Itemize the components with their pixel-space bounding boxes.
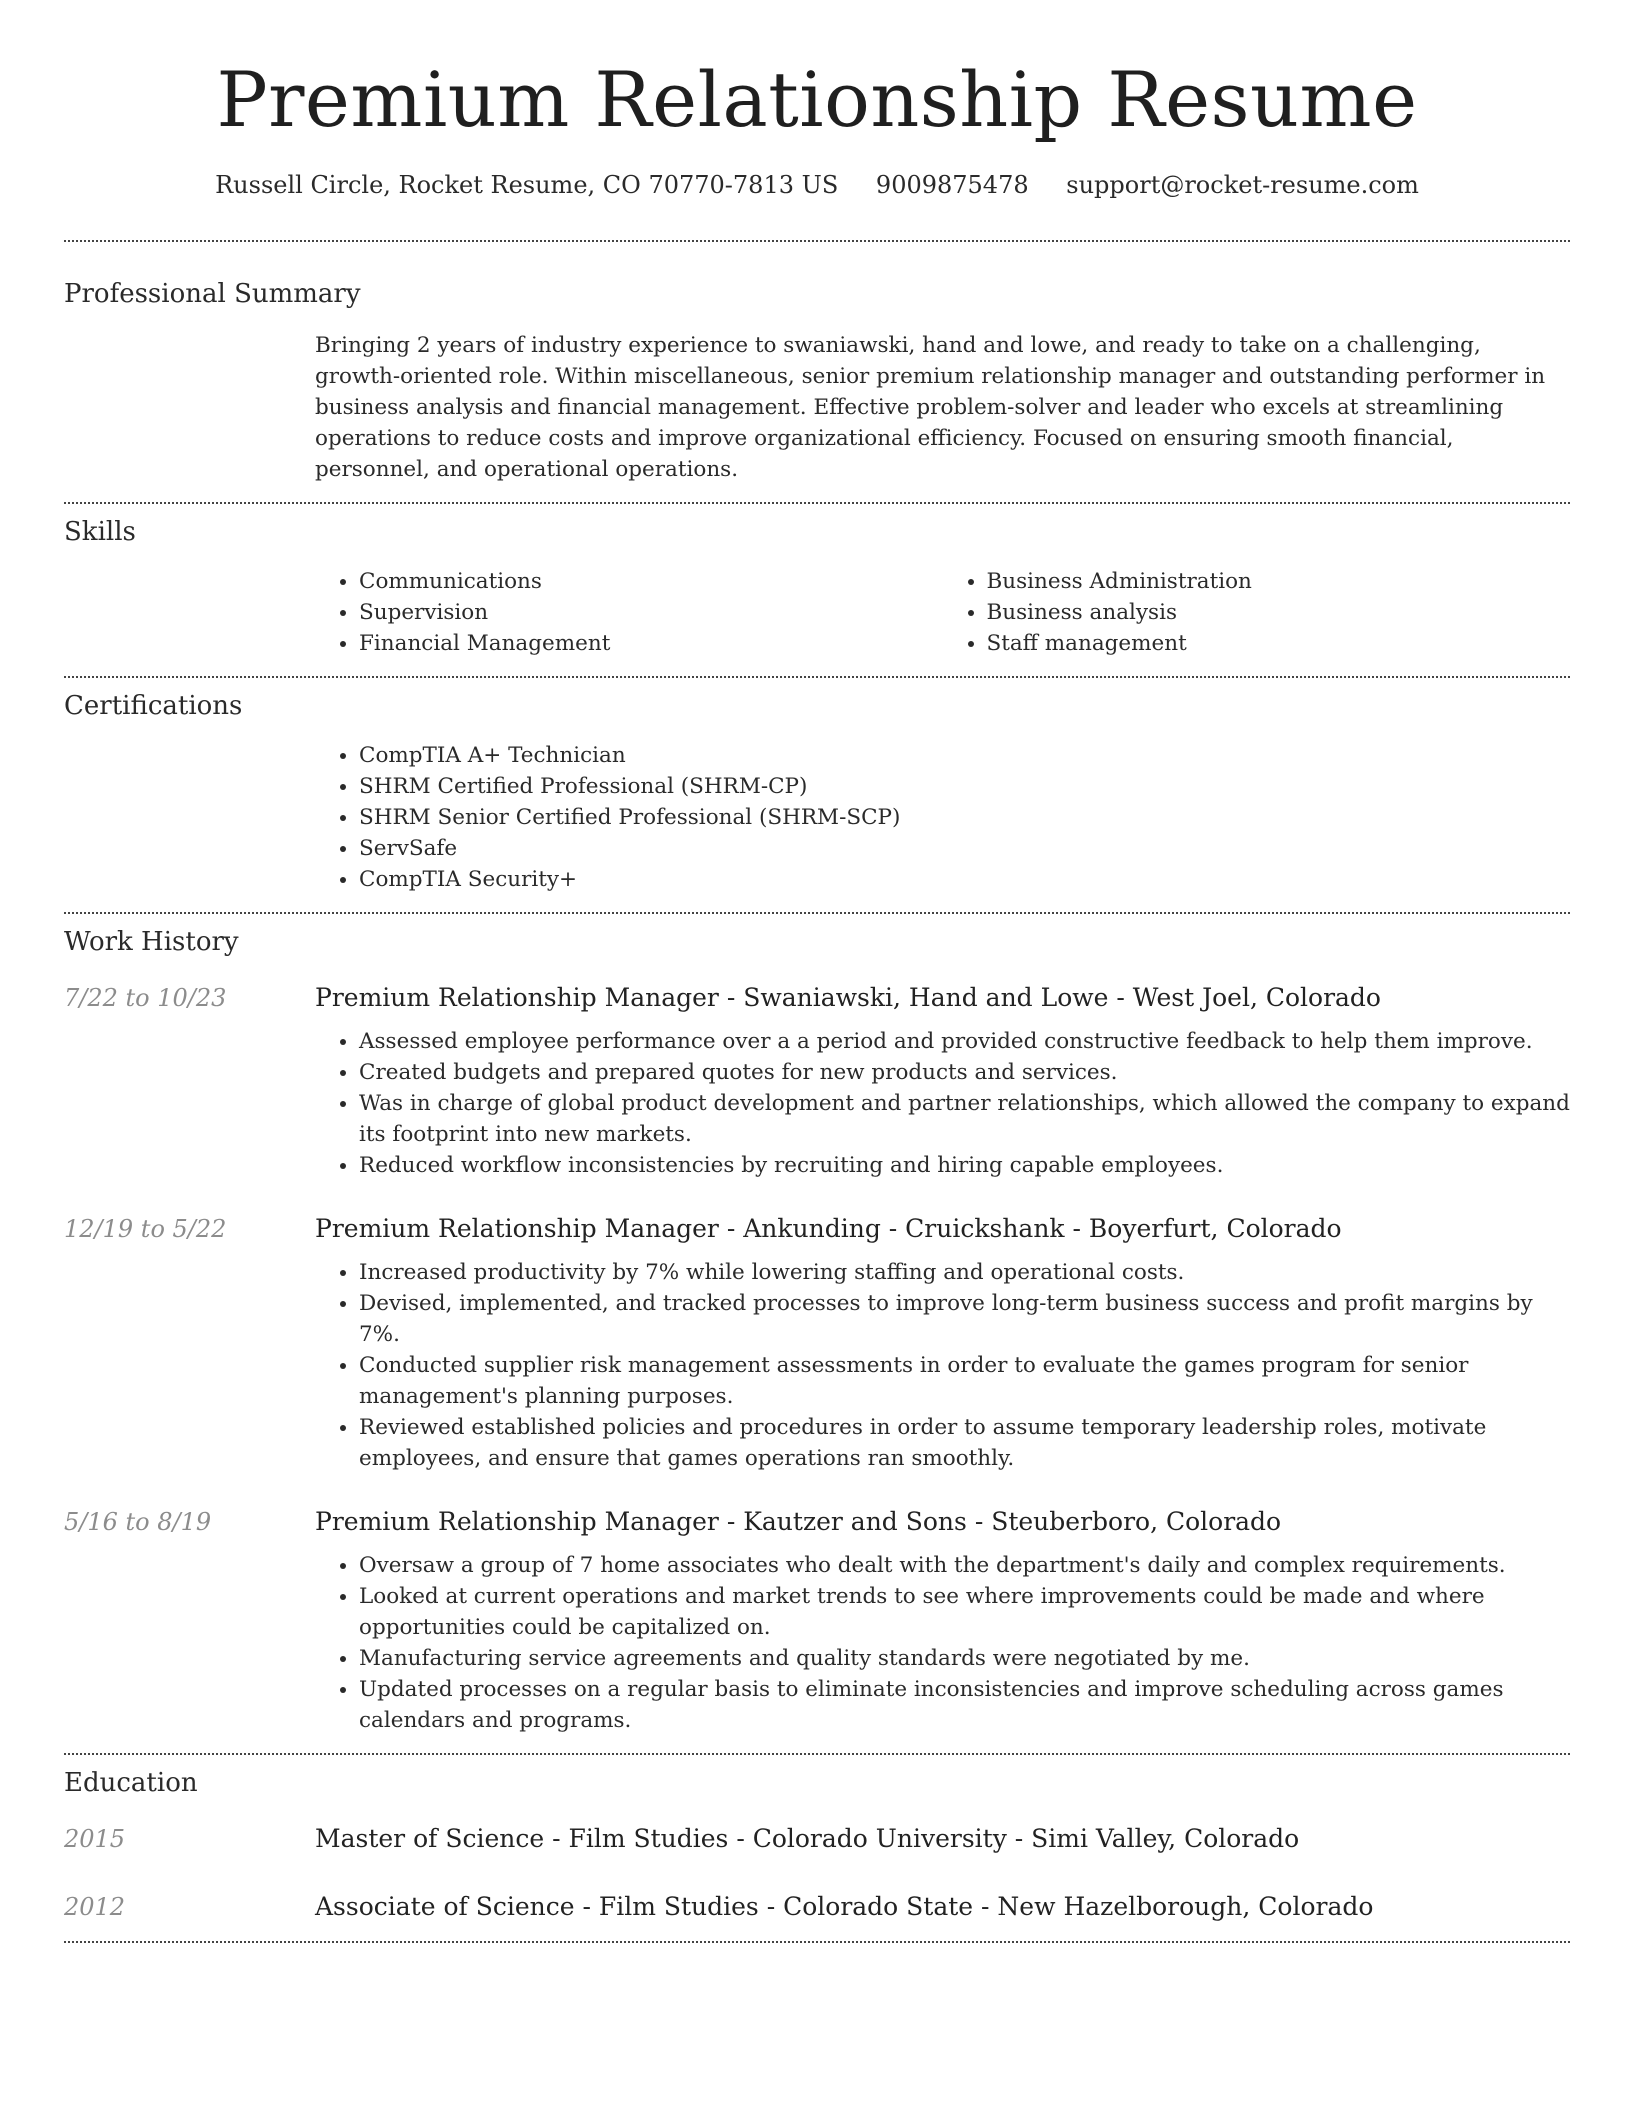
- education-entry: [64, 1823, 1570, 1855]
- job-bullet: • Created budgets and prepared quotes for new products and services.: [359, 1057, 1570, 1088]
- education-heading: Master of Science - Film Studies - Colorado University - Simi Valley, Colorado: [315, 1824, 1300, 1853]
- certification-item: • ServSafe: [359, 833, 1570, 864]
- job-heading: Premium Relationship Manager - Swaniawski, Hand and Lowe - West Joel, Colorado: [315, 983, 1381, 1012]
- job-bullet: • Conducted supplier risk management assessments in order to evaluate the games program for senior management's planning purposes.: [359, 1350, 1570, 1412]
- contact-phone: 9009875478: [875, 171, 1029, 199]
- job-entry: [64, 982, 1570, 1181]
- certification-item: • SHRM Senior Certified Professional (SHRM-SCP): [359, 802, 1570, 833]
- job-bullet: • Reviewed established policies and procedures in order to assume temporary leadership roles, motivate employees, and ensure that games operations ran smoothly.: [359, 1412, 1570, 1474]
- education-section: [64, 1755, 1570, 1923]
- section-title-certifications: Certifications: [64, 691, 243, 721]
- certifications-list: [315, 740, 1570, 895]
- skills-section: [64, 504, 1570, 659]
- job-bullet: • Devised, implemented, and tracked processes to improve long-term business success and profit margins by 7%.: [359, 1288, 1570, 1350]
- education-entry: [64, 1891, 1570, 1923]
- certification-item: • CompTIA Security+: [359, 864, 1570, 895]
- contact-line: [64, 170, 1570, 200]
- job-bullet: • Reduced workflow inconsistencies by recruiting and hiring capable employees.: [359, 1150, 1570, 1181]
- job-entry: [64, 1213, 1570, 1474]
- skill-item: • Financial Management: [359, 628, 943, 659]
- job-heading: Premium Relationship Manager - Kautzer and Sons - Steuberboro, Colorado: [315, 1507, 1282, 1536]
- certification-item: • SHRM Certified Professional (SHRM-CP): [359, 771, 1570, 802]
- job-dates: 7/22 to 10/23: [64, 984, 227, 1012]
- skill-item: • Supervision: [359, 597, 943, 628]
- job-bullet: • Looked at current operations and market trends to see where improvements could be made and where opportunities could be capitalized on.: [359, 1581, 1570, 1643]
- job-bullets: [315, 1026, 1570, 1181]
- summary-text: Bringing 2 years of industry experience to swaniawski, hand and lowe, and ready to take on a challenging, growth-oriented role. Within miscellaneous, senior premium relationship manager and outstanding performer in business analysis and financial management. Effective problem-solver and leader who excels at streamlining operations to reduce costs and improve organizational efficiency. Focused on ensuring smooth financial, personnel, and operational operations.: [315, 333, 1546, 482]
- section-title-summary: Professional Summary: [64, 279, 361, 309]
- education-year: 2015: [64, 1825, 126, 1853]
- section-title-skills: Skills: [64, 517, 136, 547]
- skill-item: • Staff management: [987, 628, 1571, 659]
- section-title-education: Education: [64, 1768, 198, 1798]
- education-heading: Associate of Science - Film Studies - Colorado State - New Hazelborough, Colorado: [315, 1892, 1374, 1921]
- job-bullets: [315, 1257, 1570, 1474]
- job-bullet: • Updated processes on a regular basis to eliminate inconsistencies and improve scheduling across games calendars and programs.: [359, 1674, 1570, 1736]
- work-section: [64, 914, 1570, 1736]
- skills-list-left: [315, 566, 943, 659]
- job-bullet: • Increased productivity by 7% while lowering staffing and operational costs.: [359, 1257, 1570, 1288]
- job-bullet: • Assessed employee performance over a a period and provided constructive feedback to help them improve.: [359, 1026, 1570, 1057]
- summary-section: [64, 242, 1570, 485]
- contact-email: support@rocket-resume.com: [1066, 171, 1419, 199]
- job-bullet: • Was in charge of global product development and partner relationships, which allowed the company to expand its footprint into new markets.: [359, 1088, 1570, 1150]
- resume-page: [64, 0, 1570, 1943]
- skills-list-right: [943, 566, 1571, 659]
- job-dates: 12/19 to 5/22: [64, 1215, 227, 1243]
- section-title-work: Work History: [64, 927, 239, 957]
- divider: [64, 1941, 1570, 1943]
- job-heading: Premium Relationship Manager - Ankunding - Cruickshank - Boyerfurt, Colorado: [315, 1214, 1342, 1243]
- job-entry: [64, 1506, 1570, 1736]
- contact-address: Russell Circle, Rocket Resume, CO 70770-7813 US: [215, 171, 839, 199]
- job-bullet: • Manufacturing service agreements and quality standards were negotiated by me.: [359, 1643, 1570, 1674]
- job-bullet: • Oversaw a group of 7 home associates who dealt with the department's daily and complex requirements.: [359, 1550, 1570, 1581]
- resume-title: Premium Relationship Resume: [216, 55, 1418, 144]
- certifications-section: [64, 678, 1570, 895]
- skill-item: • Business analysis: [987, 597, 1571, 628]
- skill-item: • Communications: [359, 566, 943, 597]
- skill-item: • Business Administration: [987, 566, 1571, 597]
- certification-item: • CompTIA A+ Technician: [359, 740, 1570, 771]
- education-year: 2012: [64, 1893, 126, 1921]
- job-bullets: [315, 1550, 1570, 1736]
- job-dates: 5/16 to 8/19: [64, 1508, 212, 1536]
